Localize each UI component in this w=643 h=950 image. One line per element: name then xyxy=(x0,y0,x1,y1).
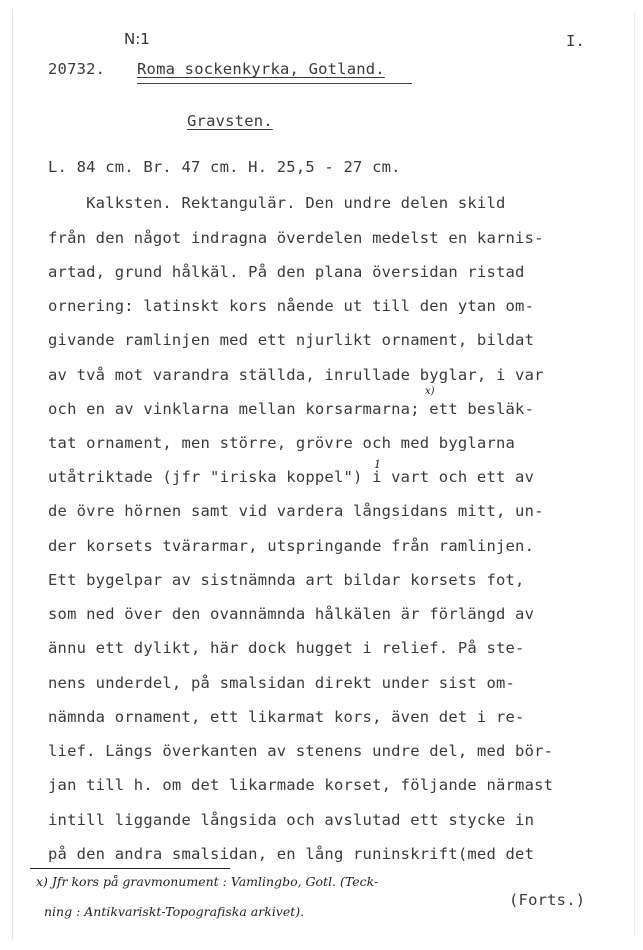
body-line: ornering: latinskt kors nående ut till den ytan om- xyxy=(48,297,535,315)
footnote-line: x) Jfr kors på gravmonument : Vamlingbo, Gotl. (Teck- xyxy=(36,874,379,889)
body-line: på den andra smalsidan, en lång runinskrift(med det xyxy=(48,845,535,863)
body-line: och en av vinklarna mellan korsarmarna; ett besläk- xyxy=(48,400,535,418)
paper-edge xyxy=(12,10,13,940)
measurements: L. 84 cm. Br. 47 cm. H. 25,5 - 27 cm. xyxy=(48,158,401,176)
catalog-number: 20732. xyxy=(48,60,106,78)
footnote-line: ning : Antikvariskt-Topografiska arkivet). xyxy=(44,904,305,919)
document-subtitle: Gravsten. xyxy=(187,112,273,130)
body-line: der korsets tvärarmar, utspringande från ramlinjen. xyxy=(48,537,535,555)
title-underline xyxy=(137,83,412,84)
body-line: de övre hörnen samt vid vardera långsidans mitt, un- xyxy=(48,502,544,520)
body-line: av två mot varandra ställda, inrullade byglar, i var xyxy=(48,366,544,384)
body-line: som ned över den ovannämnda hålkälen är förlängd av xyxy=(48,605,535,623)
document-title: Roma sockenkyrka, Gotland. xyxy=(137,60,385,78)
body-line: jan till h. om det likarmade korset, följande närmast xyxy=(48,776,554,794)
body-line: lief. Längs överkanten av stenens undre del, med bör- xyxy=(48,742,554,760)
body-line: utåtriktade (jfr "iriska koppel") i vart och ett av xyxy=(48,468,535,486)
body-line: artad, grund hålkäl. På den plana översidan ristad xyxy=(48,263,525,281)
body-line: intill liggande långsida och avslutad ett stycke in xyxy=(48,811,535,829)
insertion-mark: 1 xyxy=(374,458,381,471)
paper-edge xyxy=(634,12,635,937)
body-line: nens underdel, på smalsidan direkt under sist om- xyxy=(48,674,516,692)
page-number: I. xyxy=(566,32,586,50)
handwritten-number: N:1 xyxy=(124,30,150,48)
body-line: Kalksten. Rektangulär. Den undre delen skild xyxy=(48,194,506,212)
footnote-mark: x) xyxy=(425,386,435,397)
body-line: Ett bygelpar av sistnämnda art bildar korsets fot, xyxy=(48,571,525,589)
body-line: från den något indragna överdelen medelst en karnis- xyxy=(48,229,544,247)
body-line: givande ramlinjen med ett njurlikt ornament, bildat xyxy=(48,331,535,349)
body-line: tat ornament, men större, grövre och med byglarna xyxy=(48,434,516,452)
footnote-divider xyxy=(30,868,230,869)
continuation-note: (Forts.) xyxy=(509,891,586,909)
body-line: ännu ett dylikt, här dock hugget i relief. På ste- xyxy=(48,639,525,657)
body-line: nämnda ornament, ett likarmat kors, även det i re- xyxy=(48,708,525,726)
